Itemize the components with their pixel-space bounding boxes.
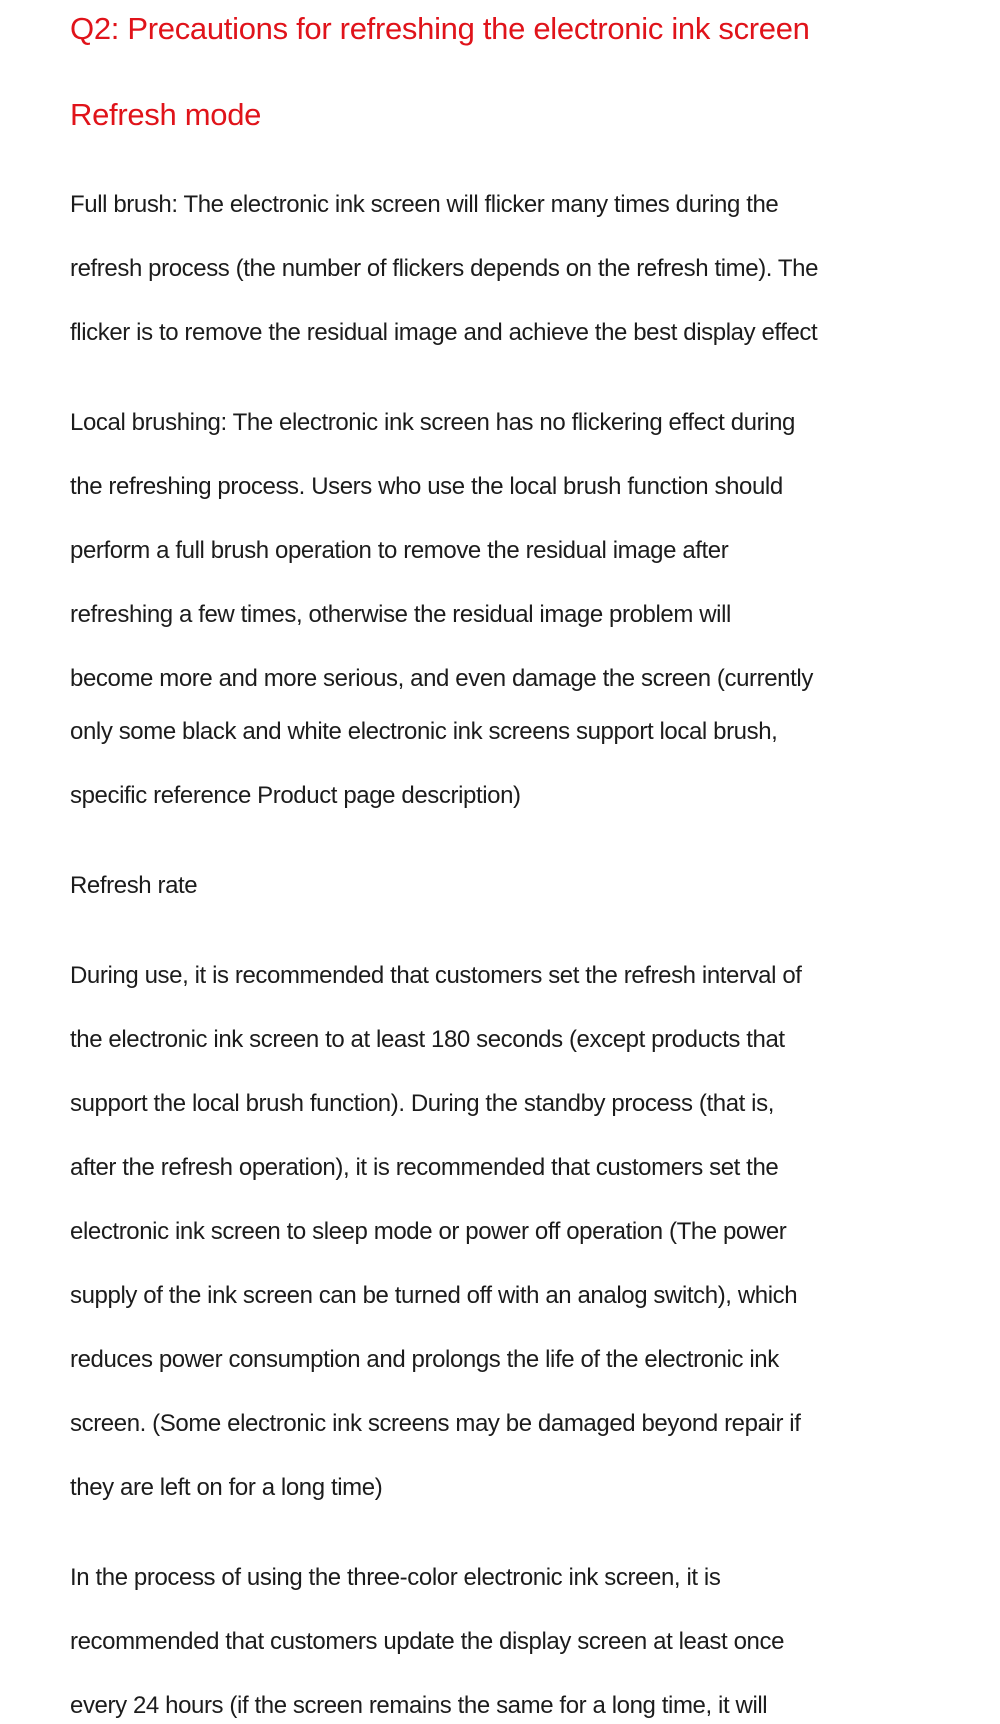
text-line: Full brush: The electronic ink screen will flicker many times during the bbox=[70, 191, 779, 218]
text-line: the electronic ink screen to at least 180 seconds (except products that bbox=[70, 1026, 785, 1053]
text-line: screen. (Some electronic ink screens may be damaged beyond repair if bbox=[70, 1410, 801, 1437]
text-line: Local brushing: The electronic ink screen has no flickering effect during bbox=[70, 409, 796, 436]
text-line: In the process of using the three-color electronic ink screen, it is bbox=[70, 1564, 721, 1591]
text-line: supply of the ink screen can be turned off with an analog switch), which bbox=[70, 1282, 798, 1309]
text-line: specific reference Product page description) bbox=[70, 782, 521, 809]
paragraph-full-brush bbox=[70, 173, 960, 365]
text-line: Refresh rate bbox=[70, 872, 198, 899]
text-line: electronic ink screen to sleep mode or power off operation (The power bbox=[70, 1218, 787, 1245]
text-line: refreshing a few times, otherwise the residual image problem will bbox=[70, 601, 731, 628]
text-line: flicker is to remove the residual image and achieve the best display effect bbox=[70, 319, 818, 346]
text-line: become more and more serious, and even damage the screen (currently bbox=[70, 665, 813, 692]
text-line: support the local brush function). During the standby process (that is, bbox=[70, 1090, 774, 1117]
text-line: During use, it is recommended that customers set the refresh interval of bbox=[70, 962, 802, 989]
paragraph-three-color bbox=[70, 1546, 960, 1724]
paragraph-refresh-rate-heading bbox=[70, 854, 960, 918]
text-line: after the refresh operation), it is recommended that customers set the bbox=[70, 1154, 779, 1181]
text-line: refresh process (the number of flickers depends on the refresh time). The bbox=[70, 255, 819, 282]
text-line: the refreshing process. Users who use the local brush function should bbox=[70, 473, 783, 500]
text-line: perform a full brush operation to remove the residual image after bbox=[70, 537, 729, 564]
text-line: every 24 hours (if the screen remains the same for a long time, it will bbox=[70, 1692, 768, 1719]
paragraph-refresh-interval bbox=[70, 944, 960, 1520]
paragraph-local-brushing bbox=[70, 391, 960, 828]
text-line: only some black and white electronic ink screens support local brush, bbox=[70, 718, 778, 745]
text-line: reduces power consumption and prolongs the life of the electronic ink bbox=[70, 1346, 779, 1373]
text-line: recommended that customers update the display screen at least once bbox=[70, 1628, 785, 1655]
section-heading-refresh-mode: Refresh mode bbox=[70, 97, 262, 132]
page-title: Q2: Precautions for refreshing the electronic ink screen bbox=[70, 11, 810, 46]
text-line: they are left on for a long time) bbox=[70, 1474, 383, 1501]
